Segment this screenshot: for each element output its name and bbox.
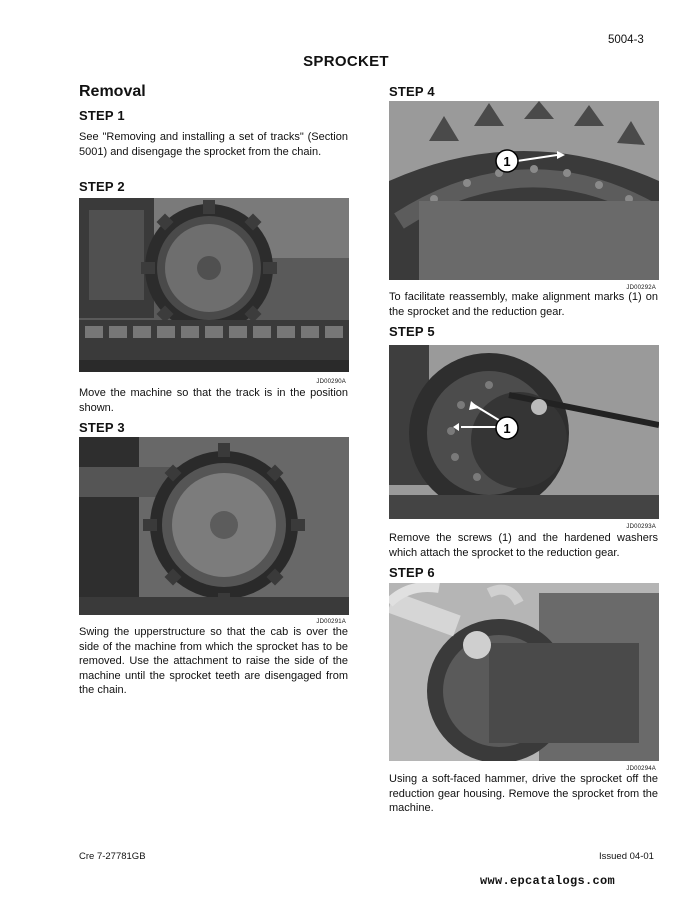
issue-date: Issued 04-01 <box>599 851 654 862</box>
step-1-label: STEP 1 <box>79 108 125 123</box>
step-3-image-code: JD00291A <box>316 619 346 625</box>
page-title: SPROCKET <box>303 53 389 70</box>
step-4-callout: 1 <box>503 154 511 169</box>
page-number: 5004-3 <box>608 34 644 46</box>
watermark-url: www.epcatalogs.com <box>480 874 616 888</box>
step-5-callout: 1 <box>503 421 511 436</box>
step-5-image-code: JD00293A <box>626 524 656 530</box>
section-heading-removal: Removal <box>79 83 146 100</box>
step-4-text: To facilitate reassembly, make alignment marks (1) on the sprocket and the reduction gear. <box>389 291 658 318</box>
step-5-text: Remove the screws (1) and the hardened washers which attach the sprocket to the reduction gear. <box>389 532 658 559</box>
step-4-photo <box>389 101 659 280</box>
step-3-label: STEP 3 <box>79 420 125 435</box>
step-1-text: See "Removing and installing a set of tracks" (Section 5001) and disengage the sprocket from the chain. <box>79 131 348 158</box>
step-6-photo <box>389 583 659 761</box>
step-3-photo <box>79 437 349 615</box>
step-4-image-code: JD00292A <box>626 285 656 291</box>
step-2-image-code: JD00290A <box>316 379 346 385</box>
document-code: Cre 7-27781GB <box>79 851 146 862</box>
step-2-label: STEP 2 <box>79 179 125 194</box>
step-2-photo <box>79 198 349 372</box>
step-6-label: STEP 6 <box>389 565 435 580</box>
step-5-label: STEP 5 <box>389 324 435 339</box>
step-5-photo <box>389 345 659 519</box>
step-4-label: STEP 4 <box>389 84 435 99</box>
step-6-image-code: JD00294A <box>626 766 656 772</box>
step-3-text: Swing the upperstructure so that the cab is over the side of the machine from which the sprocket has to be removed. Use the attachment to raise the side of the machine until the sprocket teeth are disengaged from the chain. <box>79 626 348 696</box>
step-2-text: Move the machine so that the track is in the position shown. <box>79 387 348 414</box>
step-6-text: Using a soft-faced hammer, drive the sprocket off the reduction gear housing. Remove the sprocket from the machine. <box>389 773 658 814</box>
